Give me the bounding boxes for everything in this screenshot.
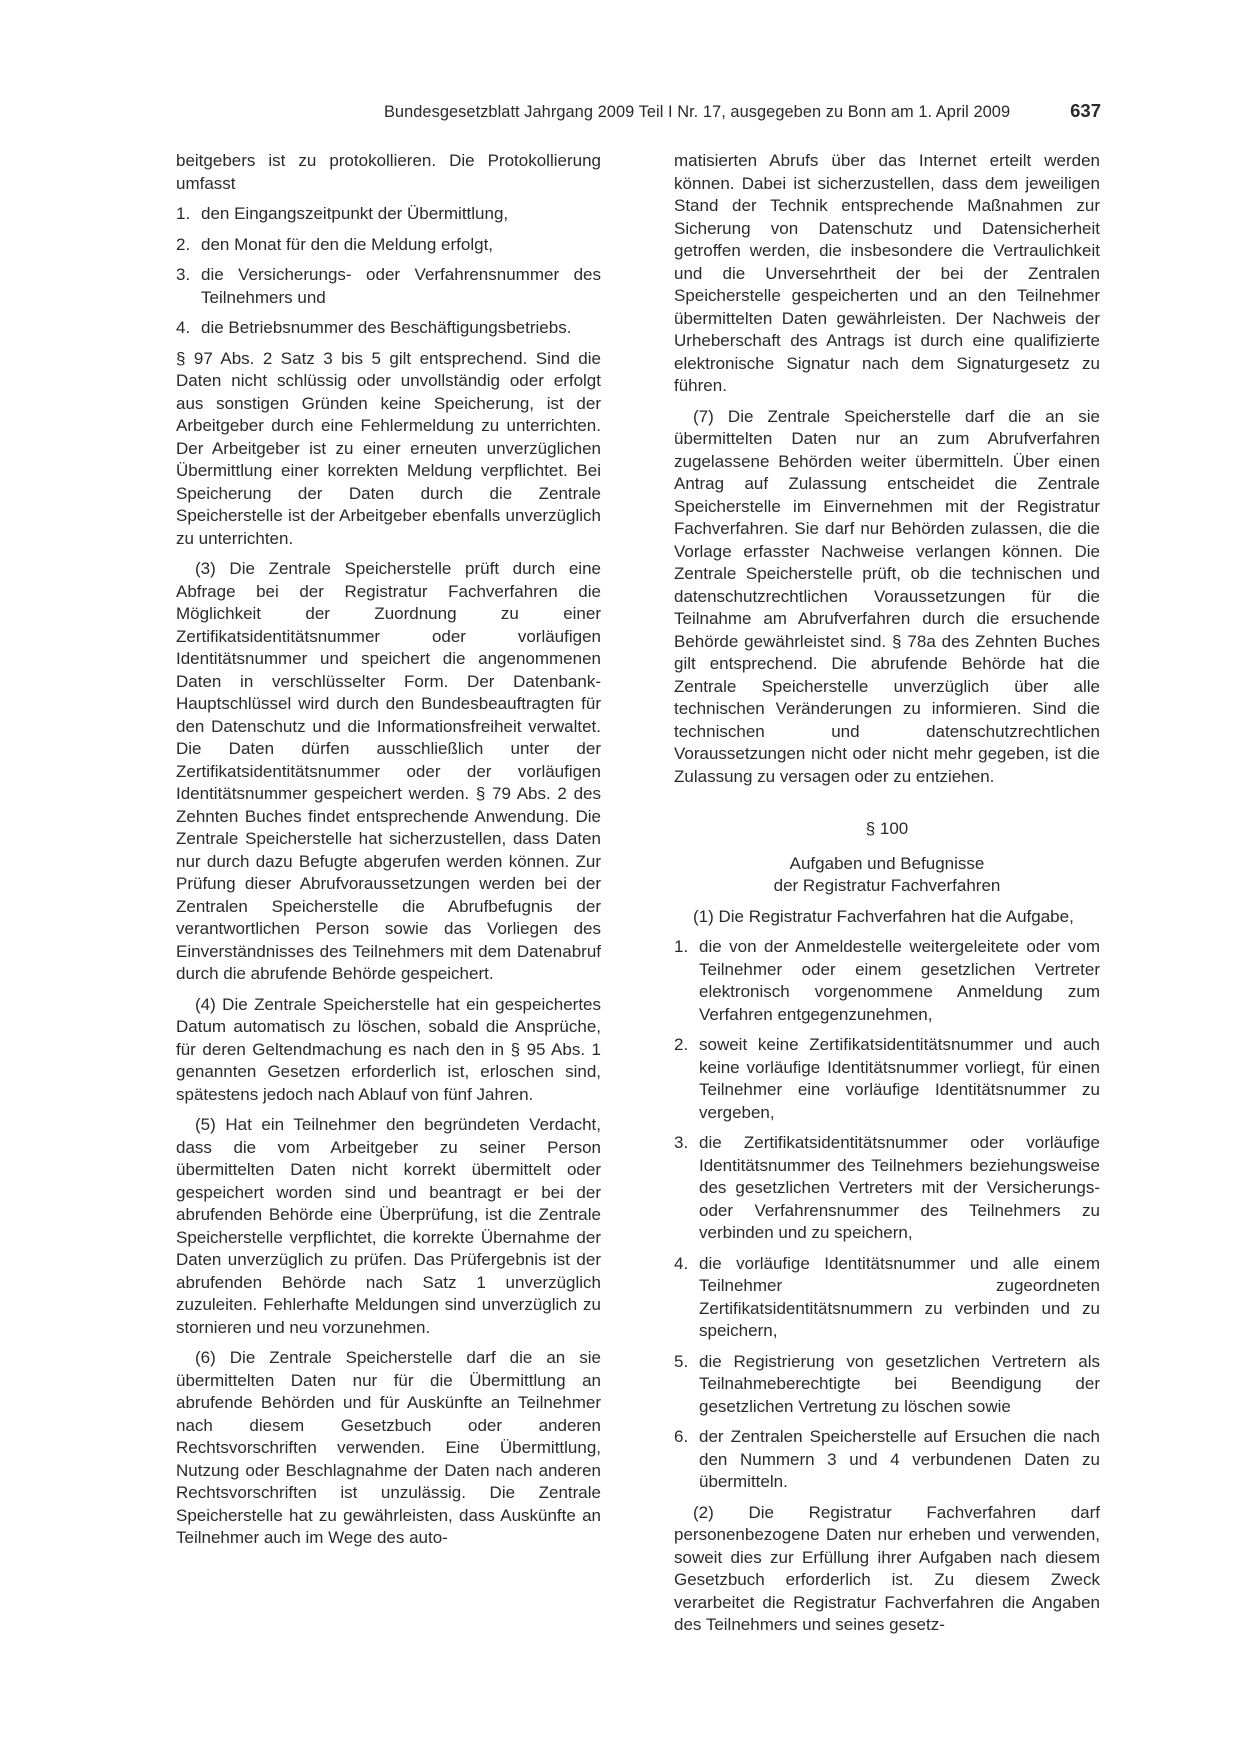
list-item-text: die Betriebsnummer des Beschäftigungsbetriebs. [201,318,572,337]
list-item-text: den Eingangszeitpunkt der Übermittlung, [201,204,509,223]
paragraph-3: (3) Die Zentrale Speicherstelle prüft durch eine Abfrage bei der Registratur Fachverfahren die Möglichkeit der Zuordnung zu einer Zertifikatsidentitätsnummer oder vorläufigen Identitätsnummer und speichert die angenommenen Daten in verschlüsselter Form. Der Datenbank-Hauptschlüssel wird durch den Bundesbeauftragten für den Datenschutz und die Informationsfreiheit verwaltet. Die Daten dürfen ausschließlich unter der Zertifikatsidentitätsnummer oder der vorläufigen Identitätsnummer gespeichert werden. § 79 Abs. 2 des Zehnten Buches findet entsprechende Anwendung. Die Zentrale Speicherstelle hat sicherzustellen, dass Daten nur durch dazu Befugte abgerufen werden können. Zur Prüfung dieser Abrufvoraussetzungen werden bei der Zentralen Speicherstelle die Abrufbefugnis der verantwortlichen Person sowie das Vorliegen des Einverständnisses des Teilnehmers mit dem Datenabruf durch die abrufende Behörde gespeichert. [176,559,601,983]
paragraph-7: (7) Die Zentrale Speicherstelle darf die an sie übermittelten Daten nur an zum Abrufverfahren zugelassene Behörden weiter übermitteln. Über einen Antrag auf Zulassung entscheidet die Zentrale Speicherstelle im Einvernehmen mit der Registratur Fachverfahren. Sie darf nur Behörden zulassen, die die Vorlage erfasster Nachweise verlangen können. Die Zentrale Speicherstelle prüft, ob die technischen und datenschutzrechtlichen Voraussetzungen für die Teilnahme am Abrufverfahren durch die ersuchende Behörde gewährleistet sind. § 78a des Zehnten Buches gilt entsprechend. Die abrufende Behörde hat die Zentrale Speicherstelle unverzüglich über alle technischen Veränderungen zu informieren. Sind die technischen und datenschutzrechtlichen Voraussetzungen nicht oder nicht mehr gegeben, ist die Zulassung zu versagen oder zu entziehen. [674,406,1100,786]
subsection-2: (2) Die Registratur Fachverfahren darf personenbezogene Daten nur erheben und verwenden, soweit dies zur Erfüllung ihrer Aufgaben nach diesem Gesetzbuch erforderlich ist. Zu diesem Zweck verarbeitet die Registratur Fachverfahren die Angaben des Teilnehmers und seines gesetz- [674,1502,1100,1634]
list-item-number: 1. [176,204,191,223]
list-item-number: 2. [176,234,191,254]
page-number: 637 [1070,100,1101,121]
list-item [674,936,1100,1026]
list-item-number: 4. [674,1253,689,1273]
subsection-1-intro: (1) Die Registratur Fachverfahren hat die Aufgabe, [693,906,1074,926]
list-item [674,1034,1100,1124]
section-title-line-1: Aufgaben und Befugnisse [789,853,985,873]
right-column [674,150,1100,1645]
paragraph: § 97 Abs. 2 Satz 3 bis 5 gilt entsprechend. Sind die Daten nicht schlüssig oder unvollständig oder erfolgt aus sonstigen Gründen keine Speicherung, ist der Arbeitgeber durch eine Fehlermeldung zu unterrichten. Der Arbeitgeber ist zu einer erneuten unverzüglichen Übermittlung einer korrekten Meldung verpflichtet. Bei Speicherung der Daten durch die Zentrale Speicherstelle ist der Arbeitgeber ebenfalls unverzüglich zu unterrichten. [176,348,601,548]
list-item-text: der Zentralen Speicherstelle auf Ersuchen die nach den Nummern 3 und 4 verbundenen Daten zu übermitteln. [699,1427,1100,1491]
left-column [176,150,601,1558]
list-item-number: 6. [674,1427,689,1446]
section-title [674,853,1100,898]
list-item [674,1426,1100,1494]
list-item-text: die Registrierung von gesetzlichen Vertretern als Teilnahmeberechtigte bei Beendigung der gesetzlichen Vertretung zu löschen sowie [699,1351,1100,1416]
paragraph-5: (5) Hat ein Teilnehmer den begründeten Verdacht, dass die vom Arbeitgeber zu seiner Person übermittelten Daten nicht korrekt übermittelt oder gespeichert worden sind und beantragt er bei der abrufenden Behörde eine Überprüfung, ist die Zentrale Speicherstelle verpflichtet, die korrekte Übernahme der Daten unverzüglich zu prüfen. Das Prüfergebnis ist der abrufenden Behörde nach Satz 1 unverzüglich zuzuleiten. Fehlerhafte Meldungen sind unverzüglich zu stornieren und neu vorzunehmen. [176,1115,601,1337]
paragraph-6-continued: matisierten Abrufs über das Internet erteilt werden können. Dabei ist sicherzustellen, dass dem jeweiligen Stand der Technik entsprechende Maßnahmen zur Sicherung von Datenschutz und Datensicherheit getroffen werden, die insbesondere die Vertraulichkeit und die Unversehrtheit der bei der Zentralen Speicherstelle gespeicherten und an den Teilnehmer übermittelten Daten gewährleisten. Der Nachweis der Urheberschaft des Antrags ist durch eine qualifizierte elektronische Signatur nach dem Signaturgesetz zu führen. [674,151,1100,395]
list-item-number: 1. [674,937,689,956]
list-item [674,1351,1100,1419]
list-item-number: 3. [674,1133,689,1152]
list-item-text: die Versicherungs- oder Verfahrensnummer des Teilnehmers und [201,265,601,307]
list-item [674,1132,1100,1245]
list-item-number: 4. [176,318,191,337]
list-item [176,234,601,257]
list-item-text: soweit keine Zertifikatsidentitätsnummer und auch keine vorläufige Identitätsnummer vorliegt, für einen Teilnehmer eine vorläufige Identitätsnummer zu vergeben, [699,1035,1100,1122]
list-item-number: 3. [176,265,191,284]
list-item [176,264,601,309]
list-item [176,317,601,340]
list-item-text: die vorläufige Identitätsnummer und alle einem Teilnehmer zugeordneten Zertifikatsidentitätsnummern zu verbinden und zu speichern, [699,1253,1100,1340]
running-header [176,100,1101,122]
list-item-text: den Monat für den die Meldung erfolgt, [201,234,494,254]
paragraph-intro: beitgebers ist zu protokollieren. Die Protokollierung umfasst [176,151,601,193]
section-title-line-2: der Registratur Fachverfahren [773,876,1001,895]
paragraph-4: (4) Die Zentrale Speicherstelle hat ein gespeichertes Datum automatisch zu löschen, sobald die Ansprüche, für deren Geltendmachung es nach den in § 95 Abs. 1 genannten Gesetzen erforderlich ist, erloschen sind, spätestens jedoch nach Ablauf von fünf Jahren. [176,994,601,1104]
list-item-text: die Zertifikatsidentitätsnummer oder vorläufige Identitätsnummer des Teilnehmers beziehungsweise des gesetzlichen Vertreters mit der Versicherungs- oder Verfahrensnummer des Teilnehmers zu verbinden und zu speichern, [699,1133,1100,1242]
list-item-number: 5. [674,1351,689,1371]
list-item [674,1253,1100,1343]
header-title: Bundesgesetzblatt Jahrgang 2009 Teil I Nr. 17, ausgegeben zu Bonn am 1. April 2009 [383,103,1011,121]
list-item-number: 2. [674,1035,689,1054]
section-number: § 100 [865,819,909,838]
paragraph-6: (6) Die Zentrale Speicherstelle darf die an sie übermittelten Daten nur für die Übermittlung an abrufende Behörden und für Auskünfte an Teilnehmer nach diesem Gesetzbuch oder anderen Rechtsvorschriften verwenden. Eine Übermittlung, Nutzung oder Beschlagnahme der Daten nach anderen Rechtsvorschriften ist unzulässig. Die Zentrale Speicherstelle hat zu gewährleisten, dass Auskünfte an Teilnehmer auch im Wege des auto- [176,1348,601,1547]
list-item [176,203,601,226]
list-item-text: die von der Anmeldestelle weitergeleitete oder vom Teilnehmer oder einem gesetzlichen Vertreter elektronisch vorgenommene Anmeldung zum Verfahren entgegenzunehmen, [699,937,1100,1024]
